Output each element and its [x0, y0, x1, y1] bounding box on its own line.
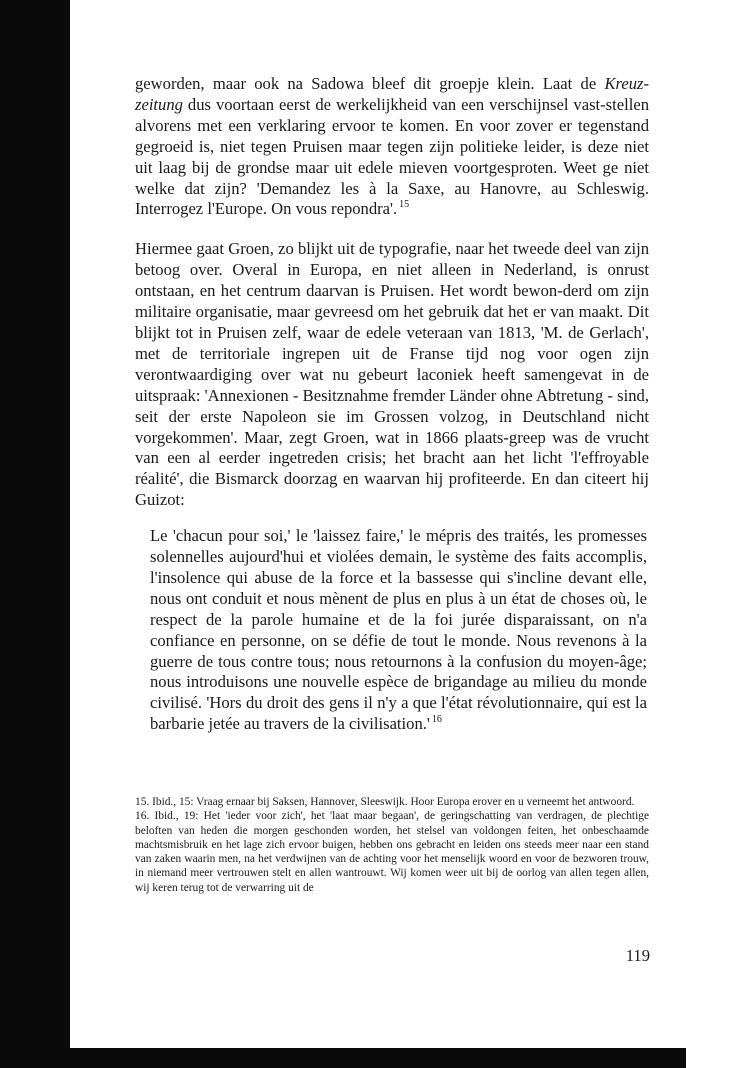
- scan-left-border: [0, 0, 70, 1068]
- footnote-15: 15. Ibid., 15: Vraag ernaar bij Saksen, Hannover, Sleeswijk. Hoor Europa erover en u verneemt het antwoord.: [135, 796, 635, 808]
- paragraph-2: Hiermee gaat Groen, zo blijkt uit de typografie, naar het tweede deel van zijn betoog over. Overal in Europa, en niet alleen in Nederland, is onrust ontstaan, en het centrum daarvan is Pruisen. Het wordt bewon-derd om zijn militaire organisatie, maar gevreesd om het gebruik dat het er van maakt. Dit blijkt tot in Pruisen zelf, waar de edele veteraan van 1813, 'M. de Gerlach', met de territoriale ingrepen uit de Franse tijd nog voor ogen zijn verontwaardiging over wat nu gebeurt laconiek heeft samengevat in de uitspraak: 'Annexionen - Besitznahme fremder Länder ohne Abtretung - sind, seit der erste Napoleon sie im Grossen volzog, in Deutschland nicht vorgekommen'. Maar, zegt Groen, wat in 1866 plaats-greep was de vrucht van een al eerder ingetreden crisis; het bracht aan het licht 'l'effroyable réalité', die Bismarck doorzag en waarvan hij profiteerde. En dan citeert hij Guizot:: [135, 239, 649, 510]
- block-quote-text: Le 'chacun pour soi,' le 'laissez faire,' le mépris des traités, les promesses solennelles aujourd'hui et violées demain, le système des faits accomplis, l'insolence qui abuse de la force et la bassesse qui s'incline devant elle, nous ont conduit et nous mènent de plus en plus à un état de choses où, le respect de la parole humaine et de la foi jurée disparaissant, on n'a confiance en personne, on se défie de tout le monde. Nous revenons à la guerre de tous contre tous; nous retournons à la confusion du moyen-âge; nous introduisons une nouvelle espèce de brigandage au milieu du monde civilisé. 'Hors du droit des gens il n'y a que l'état révolutionnaire, qui est la barbarie jetée au travers de la civilisation.': [150, 526, 647, 734]
- paragraph-1-text: geworden, maar ook na Sadowa bleef dit groepje klein. Laat de: [135, 74, 605, 93]
- scan-bottom-border: [0, 1048, 686, 1068]
- footnote-16: 16. Ibid., 19: Het 'ieder voor zich', het 'laat maar begaan', de geringschatting van verdragen, de plechtige beloften van heden die morgen geschonden worden, het stelsel van voldongen feiten, het onbeschaamde machtsmisbruik en het lage zich ervoor buigen, hebben ons gebracht en leiden ons steeds meer naar een stand van zaken waarin men, na het verdwijnen van de achting voor het menselijk woord en voor de bezworen trouw, in niemand meer vertrouwen stelt en allen wantrouwt. Wij komen weer uit bij de oorlog van allen tegen allen, wij keren terug tot de verwarring uit de: [135, 810, 649, 894]
- footnotes: [135, 795, 649, 895]
- paragraph-1-text-cont: dus voortaan eerst de werkelijkheid van een verschijnsel vast-stellen alvorens met een verklaring ervoor te komen. En voor zover er tegenstand gegroeid is, niet tegen Pruisen maar tegen zijn politieke leider, is deze niet uit laag bij de grondse maar uit edele mieven voortgesproten. Weet ge niet welke dat zijn? 'Demandez les à la Saxe, au Hanovre, au Schleswig. Interrogez l'Europe. On vous repondra'.: [135, 94, 649, 219]
- page-body: [135, 74, 649, 735]
- block-quote: [150, 526, 647, 735]
- footnote-ref-15: 15: [399, 199, 410, 211]
- footnote-ref-16: 16: [431, 714, 442, 726]
- page-number: 119: [625, 946, 650, 965]
- kreuzzeitung-italic: Kreuz-zeitung: [135, 74, 649, 114]
- paragraph-1: [135, 74, 649, 220]
